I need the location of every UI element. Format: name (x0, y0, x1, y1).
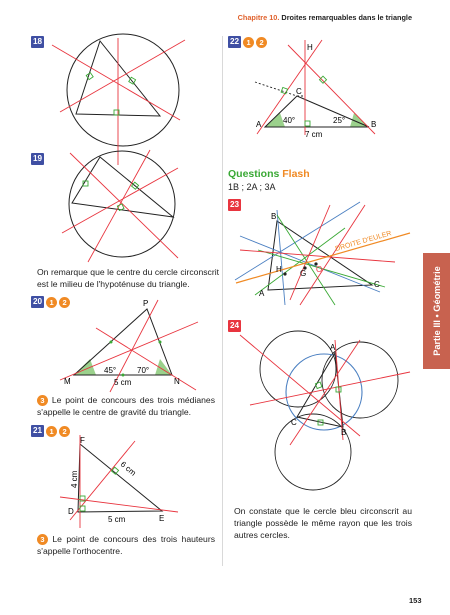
exercise-number-badge: 19 (33, 154, 43, 163)
chapter-number: Chapitre 10. (237, 13, 280, 22)
side-label-fe: 6 cm (118, 459, 138, 478)
angle-label-a: 40° (283, 116, 296, 125)
point-label-g: G (300, 269, 307, 278)
perpendicular-line (250, 372, 410, 405)
exercise-number-badge: 20 (33, 297, 43, 306)
exercise-number-badge: 22 (230, 37, 240, 46)
exercise-number-badge: 24 (230, 321, 240, 330)
side-label: 5 cm (114, 378, 132, 387)
side-label: 7 cm (305, 130, 323, 139)
angle-label-n: 70° (137, 366, 150, 375)
point-label-e: E (159, 514, 165, 523)
point-label-p: P (143, 299, 149, 308)
step-badge: 2 (256, 37, 267, 48)
flash-word-questions: Questions (228, 168, 280, 180)
step-badge: 1 (243, 37, 254, 48)
point-label-h: H (276, 265, 282, 274)
point-label-o: O (316, 265, 323, 274)
side-label-fd: 4 cm (70, 470, 79, 488)
exercise-number-badge: 23 (230, 200, 240, 209)
angle-label-m: 45° (104, 366, 117, 375)
flash-answers: 1B ; 2A ; 3A (228, 182, 276, 192)
right-angle-mark (315, 382, 321, 388)
point-label-d: D (68, 507, 74, 516)
exercise-20-text: Le point de concours des trois médianes s'appelle le centre de gravité du triangle. (37, 395, 215, 417)
euler-line-label: DROITE D'EULER (334, 230, 393, 253)
exercise-number-badge: 21 (33, 426, 43, 435)
exercise-number-badge: 18 (33, 37, 43, 46)
side-tab-label: Partie III • Géométrie (431, 266, 442, 356)
circle (260, 331, 336, 407)
page-number: 153 (409, 596, 422, 605)
point-label-b: B (371, 120, 377, 129)
step-badge: 1 (46, 426, 57, 437)
point-label-n: N (174, 377, 180, 386)
perpendicular-line (290, 340, 360, 445)
chapter-title: Droites remarquables dans le triangle (281, 13, 412, 22)
point-label-c: C (296, 87, 302, 96)
point-label-m: M (64, 377, 71, 386)
exercise-19-text: On remarque que le centre du cercle circonscrit est le milieu de l'hypoténuse du triangle. (37, 267, 219, 289)
point-label-a: A (330, 343, 336, 352)
point-label-f: F (80, 436, 85, 445)
point-label-a: A (256, 120, 262, 129)
point-label-h: H (307, 43, 313, 52)
point-label-b: B (271, 212, 277, 221)
exercise-21-text: Le point de concours des trois hauteurs s'appelle l'orthocentre. (37, 534, 215, 556)
circle (275, 414, 351, 490)
step-badge: 3 (37, 534, 48, 545)
point-label-c: C (291, 418, 297, 427)
point-label-a: A (259, 289, 265, 298)
exercise-24-text: On constate que le cercle bleu circonscrit au triangle possède le même rayon que les trois autres cercles. (234, 506, 412, 540)
step-badge: 2 (59, 297, 70, 308)
step-badge: 3 (37, 395, 48, 406)
step-badge: 1 (46, 297, 57, 308)
point-label-c: C (374, 280, 380, 289)
point-label-b: B (341, 428, 347, 437)
flash-word-flash: Flash (282, 168, 310, 180)
step-badge: 2 (59, 426, 70, 437)
angle-label-b: 25° (333, 116, 346, 125)
side-label-de: 5 cm (108, 515, 126, 524)
